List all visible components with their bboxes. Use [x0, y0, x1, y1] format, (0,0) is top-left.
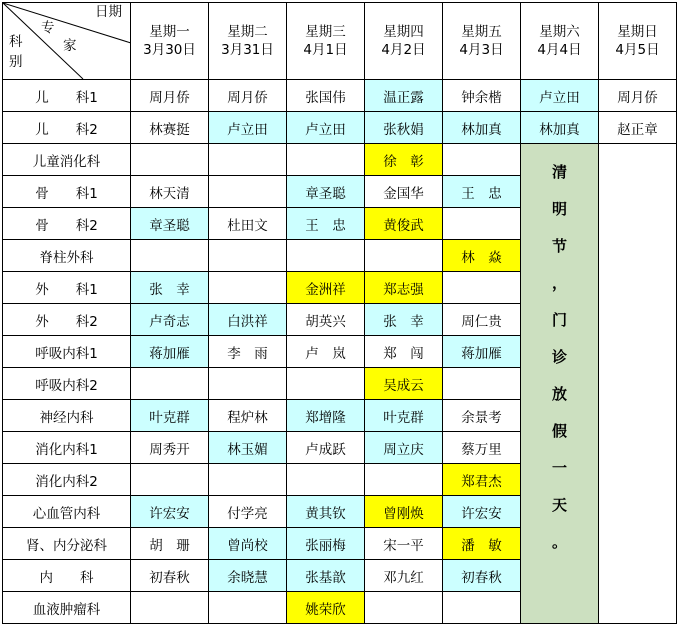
department-cell: 脊柱外科 — [3, 240, 131, 272]
corner-header-cell — [3, 3, 131, 80]
day-header — [443, 3, 521, 80]
doctor-cell: 蒋加雁 — [131, 336, 209, 368]
day-date: 4月2日 — [381, 42, 426, 58]
doctor-cell: 周月侨 — [131, 80, 209, 112]
doctor-cell: 林天清 — [131, 176, 209, 208]
doctor-cell: 卢 岚 — [287, 336, 365, 368]
department-cell: 消化内科1 — [3, 432, 131, 464]
doctor-cell — [209, 176, 287, 208]
doctor-cell — [365, 464, 443, 496]
doctor-cell: 郑 闯 — [365, 336, 443, 368]
doctor-cell — [287, 240, 365, 272]
doctor-cell — [131, 592, 209, 624]
day-date: 4月3日 — [459, 42, 504, 58]
department-cell: 内 科 — [3, 560, 131, 592]
doctor-cell: 金洲祥 — [287, 272, 365, 304]
doctor-cell — [443, 592, 521, 624]
doctor-cell: 张 幸 — [365, 304, 443, 336]
holiday-notice-char: 。 — [551, 533, 567, 551]
department-cell: 儿童消化科 — [3, 144, 131, 176]
day-name: 星期五 — [461, 24, 502, 40]
doctor-cell: 余景考 — [443, 400, 521, 432]
day-header — [365, 3, 443, 80]
doctor-cell: 卢立田 — [209, 112, 287, 144]
day-name: 星期一 — [149, 24, 190, 40]
doctor-cell: 许宏安 — [131, 496, 209, 528]
doctor-cell — [443, 208, 521, 240]
doctor-cell: 郑增隆 — [287, 400, 365, 432]
doctor-cell — [443, 144, 521, 176]
duty-schedule-table — [2, 2, 677, 624]
table-row — [3, 144, 677, 176]
header-row — [3, 3, 677, 80]
table-row — [3, 112, 677, 144]
doctor-cell: 林赛挺 — [131, 112, 209, 144]
doctor-cell: 李 雨 — [209, 336, 287, 368]
holiday-notice-char: 一 — [551, 459, 567, 477]
doctor-cell: 徐 彰 — [365, 144, 443, 176]
day-date: 3月30日 — [143, 42, 196, 58]
doctor-cell: 林玉媚 — [209, 432, 287, 464]
doctor-cell: 邓九红 — [365, 560, 443, 592]
doctor-cell: 林 焱 — [443, 240, 521, 272]
day-name: 星期三 — [305, 24, 346, 40]
doctor-cell: 曾刚焕 — [365, 496, 443, 528]
doctor-cell: 金国华 — [365, 176, 443, 208]
doctor-cell: 杜田文 — [209, 208, 287, 240]
day-header — [521, 3, 599, 80]
department-cell: 骨 科2 — [3, 208, 131, 240]
doctor-cell: 黄其钦 — [287, 496, 365, 528]
doctor-cell — [209, 464, 287, 496]
doctor-cell: 胡 珊 — [131, 528, 209, 560]
day-date: 4月1日 — [303, 42, 348, 58]
department-cell: 神经内科 — [3, 400, 131, 432]
day-name: 星期日 — [617, 24, 658, 40]
doctor-cell — [209, 144, 287, 176]
holiday-notice-char: 天 — [551, 496, 567, 514]
day-date: 3月31日 — [221, 42, 274, 58]
doctor-cell: 叶克群 — [365, 400, 443, 432]
department-cell: 肾、内分泌科 — [3, 528, 131, 560]
department-cell: 心血管内科 — [3, 496, 131, 528]
doctor-cell: 潘 敏 — [443, 528, 521, 560]
holiday-notice-char: 门 — [551, 311, 567, 329]
doctor-cell: 宋一平 — [365, 528, 443, 560]
department-cell: 骨 科1 — [3, 176, 131, 208]
holiday-notice-char: 放 — [551, 385, 567, 403]
day-name: 星期二 — [227, 24, 268, 40]
holiday-notice-char: 诊 — [551, 348, 567, 366]
holiday-notice-cell — [521, 144, 599, 624]
doctor-cell: 曾尚校 — [209, 528, 287, 560]
department-cell: 外 科2 — [3, 304, 131, 336]
doctor-cell: 张国伟 — [287, 80, 365, 112]
doctor-cell — [209, 592, 287, 624]
doctor-cell — [209, 368, 287, 400]
doctor-cell: 林加真 — [521, 112, 599, 144]
doctor-cell: 章圣聪 — [131, 208, 209, 240]
doctor-cell: 郑君杰 — [443, 464, 521, 496]
corner-dept-label-1: 科 — [9, 34, 23, 50]
doctor-cell: 张 幸 — [131, 272, 209, 304]
doctor-cell: 胡英兴 — [287, 304, 365, 336]
holiday-notice-char: ， — [551, 274, 567, 292]
doctor-cell — [365, 592, 443, 624]
department-cell: 呼吸内科2 — [3, 368, 131, 400]
day-header — [287, 3, 365, 80]
doctor-cell: 卢奇志 — [131, 304, 209, 336]
corner-date-label: 日期 — [95, 4, 122, 20]
doctor-cell: 许宏安 — [443, 496, 521, 528]
doctor-cell — [131, 368, 209, 400]
doctor-cell — [209, 240, 287, 272]
doctor-cell: 钟余楷 — [443, 80, 521, 112]
doctor-cell: 周秀开 — [131, 432, 209, 464]
department-cell: 儿 科2 — [3, 112, 131, 144]
day-name: 星期四 — [383, 24, 424, 40]
doctor-cell: 张基歆 — [287, 560, 365, 592]
corner-home-label: 家 — [63, 38, 77, 54]
sunday-empty-cell — [599, 144, 677, 624]
holiday-notice-char: 清 — [551, 163, 567, 181]
doctor-cell: 卢成跃 — [287, 432, 365, 464]
department-cell: 外 科1 — [3, 272, 131, 304]
doctor-cell: 吴成云 — [365, 368, 443, 400]
doctor-cell: 蒋加雁 — [443, 336, 521, 368]
doctor-cell — [131, 144, 209, 176]
doctor-cell: 姚荣欣 — [287, 592, 365, 624]
doctor-cell: 叶克群 — [131, 400, 209, 432]
doctor-cell: 白洪祥 — [209, 304, 287, 336]
doctor-cell: 蔡万里 — [443, 432, 521, 464]
doctor-cell: 初春秋 — [443, 560, 521, 592]
doctor-cell: 王 忠 — [287, 208, 365, 240]
day-date: 4月4日 — [537, 42, 582, 58]
doctor-cell — [365, 240, 443, 272]
doctor-cell: 初春秋 — [131, 560, 209, 592]
day-date: 4月5日 — [615, 42, 660, 58]
corner-expert-label: 专 — [41, 20, 55, 36]
doctor-cell: 余晓慧 — [209, 560, 287, 592]
table-row — [3, 80, 677, 112]
doctor-cell: 林加真 — [443, 112, 521, 144]
doctor-cell — [287, 144, 365, 176]
holiday-notice-text — [521, 144, 598, 561]
doctor-cell: 程炉林 — [209, 400, 287, 432]
department-cell: 呼吸内科1 — [3, 336, 131, 368]
doctor-cell: 张丽梅 — [287, 528, 365, 560]
schedule-body — [3, 80, 677, 624]
doctor-cell — [287, 464, 365, 496]
day-header — [209, 3, 287, 80]
doctor-cell — [131, 464, 209, 496]
doctor-cell: 黄俊武 — [365, 208, 443, 240]
corner-dept-label-2: 别 — [9, 54, 23, 70]
department-cell: 儿 科1 — [3, 80, 131, 112]
doctor-cell — [443, 272, 521, 304]
doctor-cell: 温正露 — [365, 80, 443, 112]
doctor-cell: 付学亮 — [209, 496, 287, 528]
holiday-notice-char: 明 — [551, 200, 567, 218]
doctor-cell: 周立庆 — [365, 432, 443, 464]
doctor-cell: 周仁贵 — [443, 304, 521, 336]
department-cell: 血液肿瘤科 — [3, 592, 131, 624]
doctor-cell: 周月侨 — [599, 80, 677, 112]
doctor-cell — [209, 272, 287, 304]
day-header — [599, 3, 677, 80]
doctor-cell — [131, 240, 209, 272]
day-header — [131, 3, 209, 80]
doctor-cell: 卢立田 — [287, 112, 365, 144]
doctor-cell — [443, 368, 521, 400]
department-cell: 消化内科2 — [3, 464, 131, 496]
day-name: 星期六 — [539, 24, 580, 40]
holiday-notice-char: 假 — [551, 422, 567, 440]
doctor-cell: 周月侨 — [209, 80, 287, 112]
doctor-cell: 章圣聪 — [287, 176, 365, 208]
doctor-cell: 郑志强 — [365, 272, 443, 304]
doctor-cell: 卢立田 — [521, 80, 599, 112]
doctor-cell: 王 忠 — [443, 176, 521, 208]
doctor-cell — [287, 368, 365, 400]
doctor-cell: 张秋娟 — [365, 112, 443, 144]
holiday-notice-char: 节 — [551, 237, 567, 255]
doctor-cell: 赵正章 — [599, 112, 677, 144]
